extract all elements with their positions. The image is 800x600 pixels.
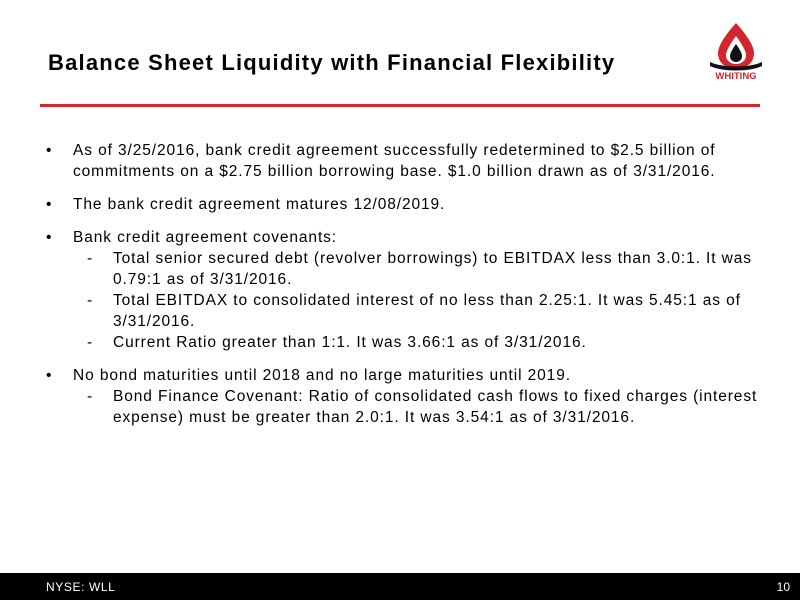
whiting-logo [704,22,768,82]
sub-bullet-item [73,290,766,332]
bullet-text: No bond maturities until 2018 and no large maturities until 2019. [73,367,571,384]
logo-wordmark: WHITING [715,71,757,82]
bullet-item [46,227,766,353]
sub-bullet-marker: - [87,334,94,351]
sub-bullet-marker: - [87,388,94,405]
bullet-text: As of 3/25/2016, bank credit agreement successfully redetermined to $2.5 billion of commitments on a $2.75 billion borrowing base. $1.0 billion drawn as of 3/31/2016. [73,142,716,180]
bullet-item [46,140,766,182]
sub-bullet-item [73,386,766,428]
bullet-item [46,194,766,215]
sub-bullet-item [73,332,766,353]
bullet-marker: • [46,367,53,384]
bullet-marker: • [46,196,53,213]
bullet-text: Bank credit agreement covenants: [73,229,338,246]
sub-bullet-item [73,248,766,290]
sub-bullet-marker: - [87,250,94,267]
bullet-marker: • [46,142,53,159]
sub-bullet-text: Bond Finance Covenant: Ratio of consolidated cash flows to fixed charges (interest expense) must be greater than 2.0:1. It was 3.54:1 as of 3/31/2016. [113,388,758,426]
title-divider [40,104,760,107]
bullet-item [46,365,766,428]
sub-bullet-list [73,248,766,353]
sub-bullet-list [73,386,766,428]
bullet-text: The bank credit agreement matures 12/08/2019. [73,196,446,213]
sub-bullet-text: Current Ratio greater than 1:1. It was 3.66:1 as of 3/31/2016. [113,334,587,351]
bullet-marker: • [46,229,53,246]
stock-ticker: NYSE: WLL [46,580,116,594]
page-number: 10 [776,580,790,594]
footer-bar [0,573,800,600]
page-title: Balance Sheet Liquidity with Financial Flexibility [48,50,616,75]
sub-bullet-marker: - [87,292,94,309]
sub-bullet-text: Total EBITDAX to consolidated interest of no less than 2.25:1. It was 5.45:1 as of 3/31/2016. [113,292,741,330]
sub-bullet-text: Total senior secured debt (revolver borrowings) to EBITDAX less than 3.0:1. It was 0.79:1 as of 3/31/2016. [113,250,752,288]
bullet-list [46,140,766,440]
